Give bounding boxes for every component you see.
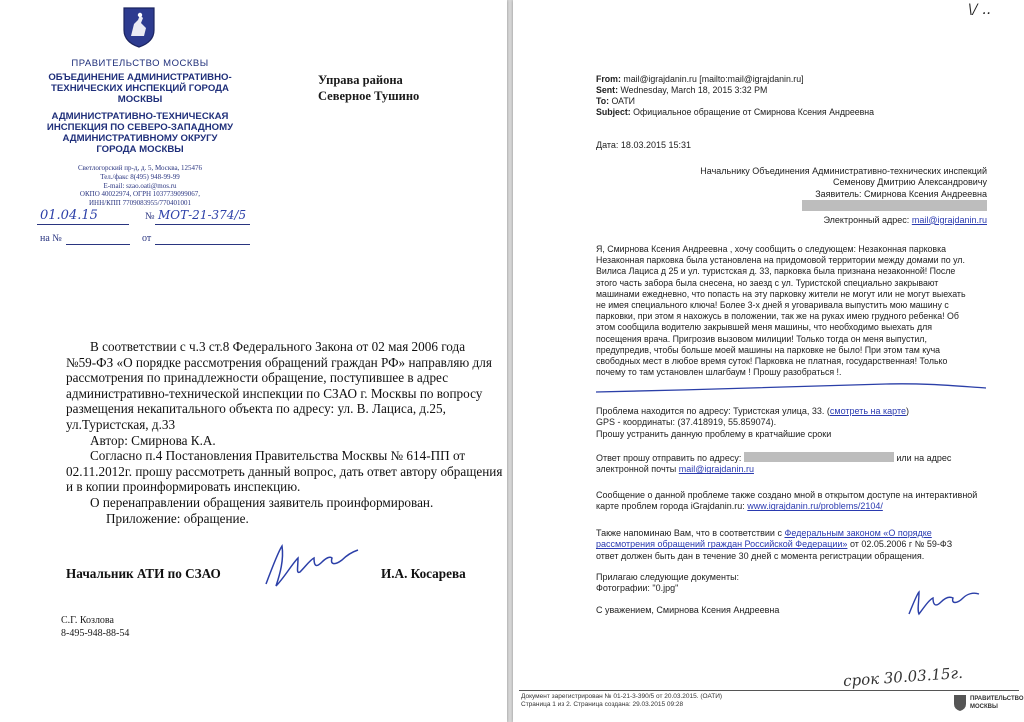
attachments-photos: Фотографии: "0.jpg" (596, 583, 679, 594)
moscow-coat-of-arms-icon (122, 6, 156, 48)
reply-email-link[interactable]: mail@igrajdanin.ru (678, 464, 754, 475)
reply-date-underline (155, 244, 250, 245)
reply-number-underline (66, 244, 130, 245)
org-sub-line: ГОРОДА МОСКВЫ (96, 144, 184, 155)
inspection-name (30, 111, 250, 155)
redirect-note: О перенаправлении обращения заявитель проинформирован. (90, 494, 434, 510)
to-label: To: (596, 96, 610, 106)
signer-title: Начальник АТИ по СЗАО (66, 566, 221, 581)
problem-page-link[interactable]: www.igrajdanin.ru/problems/2104/ (747, 501, 883, 512)
gps-coordinates: GPS - координаты: (37.418919, 55.859074). (596, 417, 777, 428)
redacted-address (744, 452, 894, 462)
paragraph-line: рассмотрения по принадлежности обращение, поступившее в адрес (66, 370, 449, 386)
paragraph-line: Согласно п.4 Постановления Правительства Москвы № 614-ПП от (90, 448, 466, 464)
footer-line: Страница 1 из 2. Страница создана: 29.03.2015 09:28 (521, 701, 684, 708)
government-title: ПРАВИТЕЛЬСТВО МОСКВЫ (71, 58, 209, 69)
letter-paragraph-1 (66, 339, 502, 511)
paragraph-line: 02.11.2012г. прошу рассмотреть данный вопрос, дать ответ автору обращения (66, 463, 503, 479)
from-label: From: (596, 74, 621, 84)
message-line: предупредив, чтобы больше моей машины на парковке не было! При этом там куча (596, 344, 941, 355)
attachments-block (596, 572, 739, 595)
subject-value: Официальное обращение от Смирнова Ксения Андреевна (633, 107, 875, 117)
law-reminder-block (596, 528, 952, 562)
message-line: Я, Смирнова Ксения Андреевна , хочу сообщить о следующем: Незаконная парковка (596, 244, 947, 254)
email-link[interactable]: mail@igrajdanin.ru (911, 214, 987, 225)
subject-label: Subject: (596, 107, 631, 117)
message-line: не имея специального ключа! Более 3-х дней я уговаривала выпустить мою машину с (596, 300, 949, 311)
message-line: этого часть забора была снесена, но заезд с ул. Туристской специально закрывают (596, 277, 939, 288)
message-date: Дата: 18.03.2015 15:31 (596, 140, 691, 150)
reply-to-date-label: от (142, 233, 152, 244)
number-sign: № (145, 211, 155, 222)
addressee-block (663, 166, 987, 226)
sent-value: Wednesday, March 18, 2015 3:32 PM (620, 85, 768, 95)
federal-law-link[interactable]: рассмотрения обращений граждан Российской Федерации» (596, 539, 848, 550)
attachments-label: Прилагаю следующие документы: (596, 572, 740, 582)
contact-line: ОКПО 40022974, ОГРН 1037739099067, (79, 190, 201, 199)
message-line: машинами ежедневно, что попасть на эту парковку жители не могут или не могут выехать (596, 288, 966, 299)
closing-regards: С уважением, Смирнова Ксения Андреевна (596, 605, 780, 615)
addressee-line: Семенову Дмитрию Александровичу (832, 177, 987, 188)
handwritten-signature (258, 538, 368, 592)
from-value: mail@igrajdanin.ru [mailto:mail@igrajdanin.ru] (623, 74, 804, 84)
reply-label: Ответ прошу отправить по адресу: (596, 453, 742, 463)
email-label: Электронный адрес: (823, 214, 910, 225)
footer-logo-line: ПРАВИТЕЛЬСТВО (970, 696, 1024, 702)
contact-block (30, 164, 250, 208)
footer-logo-text (970, 696, 1024, 711)
reply-to-number-label: на № (40, 233, 62, 244)
footer-divider (519, 690, 1019, 691)
reply-email-label: электронной почты (596, 464, 677, 475)
addressee-line: Заявитель: Смирнова Ксения Андреевна (815, 188, 987, 199)
email-printout-page (513, 0, 1024, 722)
registration-date: 01.04.15 (40, 208, 98, 223)
law-line: от 02.05.2006 г № 59-ФЗ (849, 539, 953, 550)
executor-phone: 8-495-948-88-54 (61, 628, 130, 639)
law-line: Также напоминаю Вам, что в соответствии с (596, 528, 782, 538)
addressee-line: Начальнику Объединения Административно-технических инспекций (700, 166, 987, 176)
message-line: свободных мест в любое время суток! Парковка не платная, государственная! Только (596, 356, 948, 367)
problem-block: Проблема находится по адресу: Туристская улица, 33. (смотреть на карте) GPS - координаты: (37.418919, 55.859074). Прошу устранить данную проблему в кратчайшие сроки (596, 406, 909, 439)
redacted-field (802, 200, 987, 211)
org-line: МОСКВЫ (117, 94, 163, 105)
public-map-block (596, 490, 977, 513)
message-body (596, 244, 966, 378)
law-line: ответ должен быть дан в течение 30 дней с момента регистрации обращения. (596, 550, 925, 561)
recipient-line: Управа района (318, 73, 403, 87)
public-line: карте проблем города iGrajdanin.ru: (596, 501, 745, 512)
public-line: Сообщение о данной проблеме также создано мной в открытом доступе на интерактивной (596, 490, 978, 500)
recipient-block (318, 72, 419, 104)
org-line: ОБЪЕДИНЕНИЕ АДМИНИСТРАТИВНО- (48, 72, 232, 83)
contact-line: E-mail: szao.oati@mos.ru (103, 181, 177, 190)
pen-underline-mark (596, 378, 996, 398)
org-line: ТЕХНИЧЕСКИХ ИНСПЕКЦИЙ ГОРОДА (51, 83, 229, 94)
corner-handwritten-mark: \/ .. (968, 2, 991, 18)
handwritten-initials (905, 586, 985, 622)
sent-label: Sent: (596, 85, 618, 95)
map-link[interactable]: смотреть на карте (829, 406, 906, 416)
paragraph-line: административно-технической инспекции по СЗАО г. Москвы по вопросу (66, 385, 483, 401)
paragraph-line: №59-ФЗ «О порядке рассмотрения обращений граждан РФ» направляю для (66, 354, 492, 370)
message-line: Вилиса Лациса д 25 и ул. туристская д. 33, парковка была признана незаконной! После (596, 266, 956, 277)
attachment-note: Приложение: обращение. (106, 511, 249, 526)
reply-block (596, 452, 951, 476)
org-sub-line: АДМИНИСТРАТИВНОМУ ОКРУГУ (62, 133, 218, 144)
email-header (596, 74, 874, 118)
paragraph-line: ул.Туристская, д.33 (66, 416, 176, 432)
reply-or: или на адрес (896, 453, 952, 463)
to-value: ОАТИ (611, 96, 636, 106)
letter-page (0, 0, 507, 722)
moscow-emblem-icon (953, 694, 967, 712)
message-line: этом сообщила водителю закрывшей меня машины, что необходимо выехать для (596, 322, 932, 333)
footer-line: Документ зарегистрирован № 01-21-3-390/5 от 20.03.2015. (ОАТИ) (521, 693, 723, 700)
contact-line: Тел./факс 8(495) 948-99-99 (100, 172, 180, 181)
message-line: посещения врача. Пригрозив вызовом милиции! Только тогда он меня выпустил, (596, 333, 927, 344)
deadline-handwritten-note: срок 30.03.15г. (842, 663, 964, 691)
executor-name: С.Г. Козлова (61, 615, 114, 626)
number-underline (155, 224, 250, 225)
date-underline (37, 224, 129, 225)
org-sub-line: АДМИНИСТРАТИВНО-ТЕХНИЧЕСКАЯ (51, 111, 229, 122)
contact-line: Светлогорский пр-д, д. 5, Москва, 125476 (77, 164, 203, 172)
message-line: Незаконная парковка была установлена на придомовой территории между домами по ул. (596, 255, 965, 266)
author-line: Автор: Смирнова К.А. (90, 432, 216, 448)
executor-block (61, 614, 129, 640)
recipient-line: Северное Тушино (318, 89, 420, 103)
registration-number: МОТ-21-374/5 (158, 208, 247, 222)
paragraph-line: В соответствии с ч.3 ст.8 Федерального Закона от 02 мая 2006 года (90, 339, 466, 354)
org-sub-line: ИНСПЕКЦИЯ ПО СЕВЕРО-ЗАПАДНОМУ (46, 122, 234, 133)
contact-line: ИНН/КПП 7709083955/770401001 (88, 199, 192, 208)
footer-logo-line: МОСКВЫ (970, 703, 998, 710)
problem-address: Проблема находится по адресу: Туристская улица, 33. ( (596, 406, 830, 416)
paragraph-line: и в копии проинформировать инспекцию. (66, 479, 301, 495)
message-line: парковки, при этом я нахожусь в положении, так же на руках имею грудного ребенка! Об (596, 311, 959, 322)
footer-registration (521, 693, 722, 709)
federal-law-link[interactable]: Федеральным законом «О порядке (784, 528, 932, 538)
signer-name: И.А. Косарева (381, 566, 466, 581)
message-line: почему то там установлен шлагбаум ! Прошу разобраться !. (596, 367, 842, 378)
organization-name (30, 72, 250, 105)
request-line: Прошу устранить данную проблему в кратчайшие сроки (596, 428, 832, 439)
paragraph-line: размещения некапитального объекта по адресу: ул. В. Лациса, д.25, (66, 401, 446, 417)
